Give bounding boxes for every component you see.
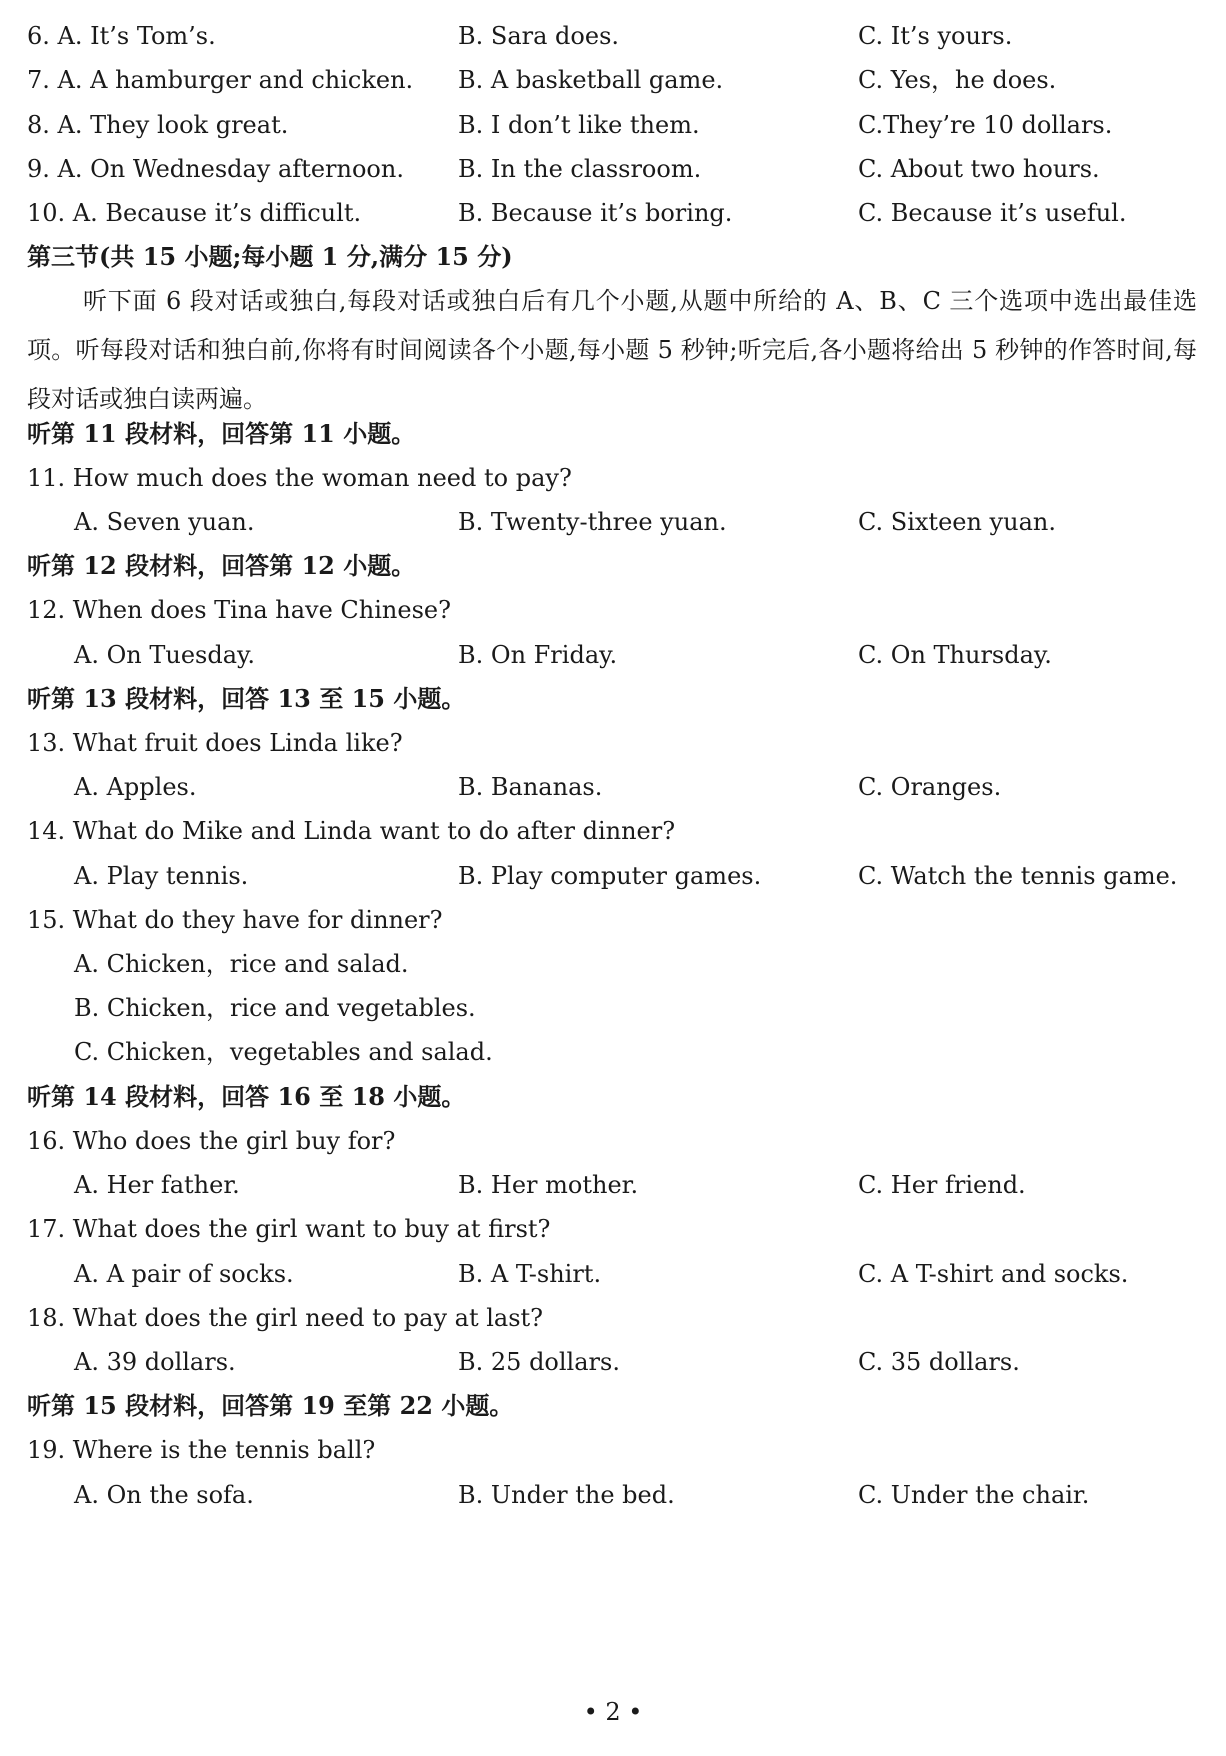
- q7-option-c: C. Yes，he does.: [858, 66, 1057, 94]
- q12-option-b: B. On Friday.: [458, 641, 618, 669]
- material-14-heading: 听第 14 段材料，回答 16 至 18 小题。: [27, 1082, 466, 1111]
- q7-option-a: 7. A. A hamburger and chicken.: [27, 66, 414, 94]
- question-13-options: [27, 767, 1207, 807]
- question-13-stem: 13. What fruit does Linda like?: [27, 729, 403, 757]
- q16-option-c: C. Her friend.: [858, 1171, 1026, 1199]
- q19-option-b: B. Under the bed.: [458, 1481, 675, 1509]
- question-16-options: [27, 1165, 1207, 1205]
- q13-option-a: A. Apples.: [74, 773, 197, 801]
- q13-option-b: B. Bananas.: [458, 773, 603, 801]
- q9-option-c: C. About two hours.: [858, 155, 1100, 183]
- q17-option-c: C. A T-shirt and socks.: [858, 1260, 1129, 1288]
- question-10-row: [27, 193, 1207, 233]
- question-7-row: [27, 60, 1207, 100]
- question-19-stem: 19. Where is the tennis ball?: [27, 1436, 376, 1464]
- q15-option-c: C. Chicken，vegetables and salad.: [74, 1038, 493, 1066]
- question-8-row: [27, 105, 1207, 145]
- q18-option-c: C. 35 dollars.: [858, 1348, 1020, 1376]
- q10-option-c: C. Because it’s useful.: [858, 199, 1127, 227]
- material-13-heading: 听第 13 段材料，回答 13 至 15 小题。: [27, 684, 466, 713]
- q15-option-b: B. Chicken，rice and vegetables.: [74, 994, 476, 1022]
- q18-option-a: A. 39 dollars.: [74, 1348, 236, 1376]
- q14-option-b: B. Play computer games.: [458, 862, 762, 890]
- q10-option-a: 10. A. Because it’s difficult.: [27, 199, 362, 227]
- question-9-row: [27, 149, 1207, 189]
- q8-option-b: B. I don’t like them.: [458, 111, 700, 139]
- question-15-option-b-row: [27, 988, 1207, 1028]
- question-15-option-c-row: [27, 1032, 1207, 1072]
- q8-option-a: 8. A. They look great.: [27, 111, 289, 139]
- question-15-stem: 15. What do they have for dinner?: [27, 906, 443, 934]
- q14-option-a: A. Play tennis.: [74, 862, 249, 890]
- q11-option-c: C. Sixteen yuan.: [858, 508, 1056, 536]
- q11-option-a: A. Seven yuan.: [74, 508, 255, 536]
- question-18-options: [27, 1342, 1207, 1382]
- q11-option-b: B. Twenty-three yuan.: [458, 508, 727, 536]
- question-11-options: [27, 502, 1207, 542]
- q9-option-a: 9. A. On Wednesday afternoon.: [27, 155, 404, 183]
- q9-option-b: B. In the classroom.: [458, 155, 702, 183]
- q19-option-a: A. On the sofa.: [74, 1481, 254, 1509]
- question-15-option-a-row: [27, 944, 1207, 984]
- question-12-options: [27, 635, 1207, 675]
- question-11-stem: 11. How much does the woman need to pay?: [27, 464, 572, 492]
- q13-option-c: C. Oranges.: [858, 773, 1002, 801]
- q7-option-b: B. A basketball game.: [458, 66, 724, 94]
- material-15-heading: 听第 15 段材料，回答第 19 至第 22 小题。: [27, 1391, 514, 1420]
- q16-option-a: A. Her father.: [74, 1171, 240, 1199]
- question-16-stem: 16. Who does the girl buy for?: [27, 1127, 396, 1155]
- page-number: • 2 •: [583, 1698, 643, 1726]
- question-14-stem: 14. What do Mike and Linda want to do after dinner?: [27, 817, 676, 845]
- question-12-stem: 12. When does Tina have Chinese?: [27, 596, 451, 624]
- q16-option-b: B. Her mother.: [458, 1171, 639, 1199]
- q17-option-b: B. A T-shirt.: [458, 1260, 602, 1288]
- material-11-heading: 听第 11 段材料，回答第 11 小题。: [27, 419, 416, 448]
- q6-option-a: 6. A. It’s Tom’s.: [27, 22, 216, 50]
- question-19-options: [27, 1475, 1207, 1515]
- q15-option-a: A. Chicken，rice and salad.: [74, 950, 409, 978]
- section-3-instructions: 听下面 6 段对话或独白,每段对话或独白后有几个小题,从题中所给的 A、B、C 三个选项中选出最佳选项。听每段对话和独白前,你将有时间阅读各个小题,每小题 5 秒钟;听完后,各小题将给出 5 秒钟的作答时间,每段对话或独白读两遍。: [27, 287, 1197, 413]
- question-18-stem: 18. What does the girl need to pay at last?: [27, 1304, 544, 1332]
- q12-option-c: C. On Thursday.: [858, 641, 1052, 669]
- question-17-options: [27, 1254, 1207, 1294]
- question-17-stem: 17. What does the girl want to buy at first?: [27, 1215, 551, 1243]
- q6-option-c: C. It’s yours.: [858, 22, 1013, 50]
- q14-option-c: C. Watch the tennis game.: [858, 862, 1178, 890]
- q17-option-a: A. A pair of socks.: [74, 1260, 294, 1288]
- material-12-heading: 听第 12 段材料，回答第 12 小题。: [27, 551, 416, 580]
- q10-option-b: B. Because it’s boring.: [458, 199, 733, 227]
- q6-option-b: B. Sara does.: [458, 22, 620, 50]
- q12-option-a: A. On Tuesday.: [74, 641, 256, 669]
- q8-option-c: C.They’re 10 dollars.: [858, 111, 1113, 139]
- section-3-title: 第三节(共 15 小题;每小题 1 分,满分 15 分): [27, 242, 513, 271]
- question-6-row: [27, 16, 1207, 56]
- q19-option-c: C. Under the chair.: [858, 1481, 1090, 1509]
- question-14-options: [27, 856, 1207, 896]
- q18-option-b: B. 25 dollars.: [458, 1348, 620, 1376]
